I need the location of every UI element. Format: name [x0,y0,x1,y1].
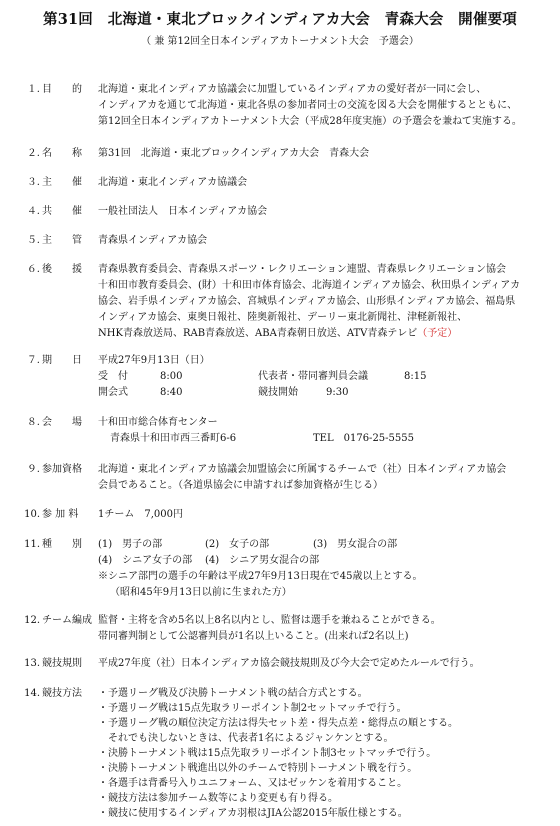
section-number: ５. [26,235,40,246]
section-number: ８. [26,417,40,428]
text-line: 北海道・東北インディアカ協議会に加盟しているインディアカの愛好者が一同に会し、 [98,84,487,95]
meeting-time: 8:15 [404,371,427,382]
section-number: ７. [26,355,40,366]
section-number: １. [26,84,40,95]
event-date: 平成27年9月13日（日） [98,355,210,366]
divisions-row [98,553,548,569]
opening-time: 8:40 [160,387,183,398]
document-subtitle: （ 兼 第12回全日本インディアカトーナメント大会 予選会） [141,36,419,47]
text-line: 青森県インディアカ協会 [98,235,208,246]
section-label: 主 管 [42,235,82,246]
schedule-row [98,385,548,401]
schedule-row [98,369,548,385]
division-mixed: (3) 男女混合の部 [313,539,398,550]
section-label: 名 称 [42,148,82,159]
section-label: 主 催 [42,177,82,188]
senior-age-note: ※シニア部門の選手の年齢は平成27年9月13日現在で45歳以上とする。 [98,571,423,582]
reception-time: 8:00 [160,371,183,382]
section-number: ６. [26,264,40,275]
reception-label: 受 付 [98,371,128,382]
opening-label: 開会式 [98,387,128,398]
section-label: 参加資格 [42,464,82,475]
venue-name: 十和田市総合体育センター [98,417,218,428]
section-number: 13. [24,658,40,669]
section-number: ２. [26,148,40,159]
text-line: 帯同審判制として公認審判員が1名以上いること。(出来れば2名以上) [98,631,409,642]
section-label: 競技規則 [42,658,82,669]
section-number: 10. [24,509,40,520]
method-item: ・ 予選リーグ戦の順位決定方法は得失セット差・得失点差・総得点の順とする。 [98,716,548,731]
division-senior-mixed: (4) シニア男女混合の部 [205,555,320,566]
section-label: 種 別 [42,539,82,550]
text-line: 北海道・東北インディアカ協議会 [98,177,248,188]
fee-text: 1チーム 7,000円 [98,509,183,520]
section-number: 14. [24,688,40,699]
text-line: 青森県教育委員会、青森県スポーツ・レクリエーション連盟、青森県レクリエーション協会 [98,264,506,275]
text-line: インディアカを通じて北海道・東北各県の参加者同士の交流を図る大会を開催するとともに、 [98,100,518,111]
section-number: 12. [24,615,40,626]
section-number: ４. [26,206,40,217]
divisions-row [98,537,548,553]
text-line: 監督・主将を含め5名以上8名以内とし、監督は選手を兼ねることができる。 [98,615,441,626]
venue-address-row [98,431,548,447]
planned-note: （予定） [417,328,458,339]
method-item: ・ 競技に使用するインディアカ羽根はJIA公認2015年版仕様とする。 [98,806,548,821]
text-line: 会員であること。（各道県協会に申請すれば参加資格が生じる） [98,480,383,491]
text-line: 十和田市教育委員会、(財）十和田市体育協会、北海道インディアカ協会、秋田県インディアカ [98,280,521,291]
section-label: 会 場 [42,417,82,428]
section-number: 11. [24,539,40,550]
venue-tel: TEL 0176-25-5555 [313,433,414,444]
text-line: 一般社団法人 日本インディアカ協会 [98,206,268,217]
text-line: インディアカ協会、東奥日報社、陸奥新報社、デーリー東北新聞社、津軽新報社、 [98,312,468,323]
section-number: ９. [26,464,40,475]
section-label: 目 的 [42,84,82,95]
start-time: 9:30 [326,387,349,398]
section-label: 競技方法 [42,688,82,699]
text-line: 第31回 北海道・東北ブロックインディアカ大会 青森大会 [98,148,370,159]
text-line: 第12回全日本インディアカトーナメント大会（平成28年度実施）の予選会を兼ねて実施する。 [98,116,522,127]
division-senior-women: (4) シニア女子の部 [98,555,193,566]
section-number: ３. [26,177,40,188]
method-item: ・ 決勝トーナメント戦進出以外のチームで特別トーナメント戦を行う。 [98,761,548,776]
section-content [98,82,548,130]
section-label: 参 加 料 [42,509,79,520]
section-label: 期 日 [42,355,82,366]
method-item-continued: それでも決しないときは、代表者1名によるジャンケンとする。 [108,733,394,744]
text-line: 協会、岩手県インディアカ協会、宮城県インディアカ協会、山形県インディアカ協会、福島県 [98,296,516,307]
method-item: ・ 決勝トーナメント戦は15点先取ラリーポイント制3セットマッチで行う。 [98,746,548,761]
division-women: (2) 女子の部 [205,539,270,550]
text-line [98,326,548,342]
venue-address: 青森県十和田市西三番町6-6 [110,433,237,444]
method-item: ・ 予選リーグ戦及び決勝トーナメント戦の結合方式とする。 [98,686,548,701]
method-item: ・ 各選手は背番号入りユニフォーム、又はゼッケンを着用すること。 [98,776,548,791]
method-item: ・ 予選リーグ戦は15点先取ラリーポイント制2セットマッチで行う。 [98,701,548,716]
section-label: 共 催 [42,206,82,217]
section-label: チーム編成 [42,615,92,626]
start-label: 競技開始 [258,387,298,398]
text-line: 北海道・東北インディアカ協議会加盟協会に所属するチームで（社）日本インディアカ協会 [98,464,507,475]
document-title: 第31回 北海道・東北ブロックインディアカ大会 青森大会 開催要項 [43,11,517,28]
division-men: (1) 男子の部 [98,539,163,550]
section-label: 後 援 [42,264,82,275]
meeting-label: 代表者・帯同審判員会議 [258,371,368,382]
sponsor-broadcasters: NHK青森放送局、RAB青森放送、ABA青森朝日放送、ATV青森テレビ [98,328,418,339]
method-item: ・ 競技方法は参加チーム数等により変更も有り得る。 [98,791,548,806]
text-line: 平成27年度（社）日本インディアカ協会競技規則及び今大会で定めたルールで行う。 [98,658,480,669]
senior-birth-note: （昭和45年9月13日以前に生まれた方） [110,587,292,598]
